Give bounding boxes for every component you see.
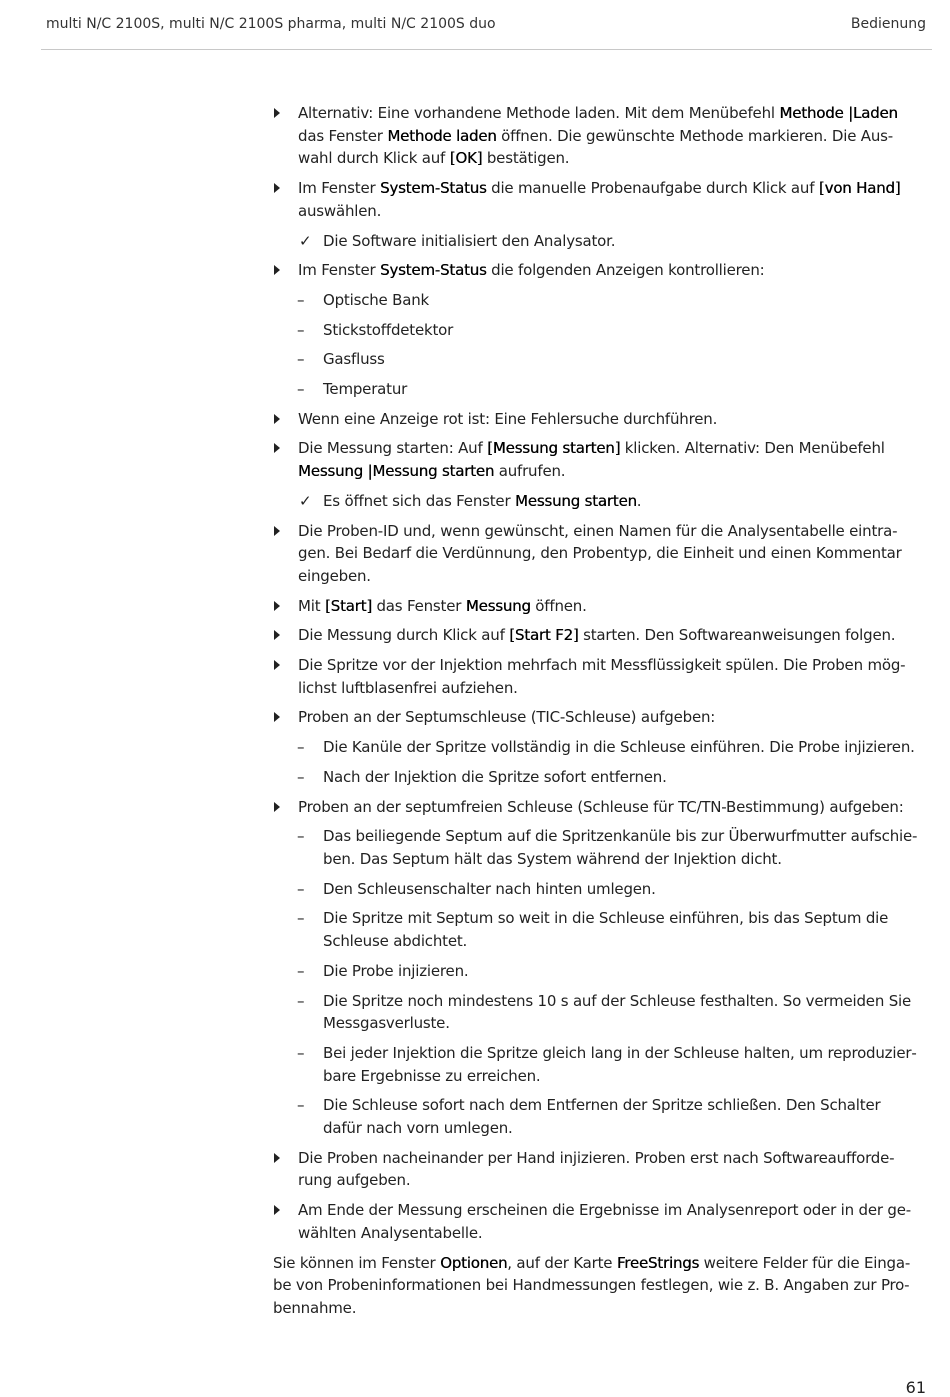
text-run: das Fenster bbox=[298, 126, 388, 145]
text-run: Temperatur bbox=[323, 380, 408, 399]
sub-item bbox=[273, 825, 921, 870]
dash-bullet-icon: – bbox=[297, 991, 305, 1010]
sub-item bbox=[273, 960, 921, 983]
result-item bbox=[273, 490, 921, 513]
dash-bullet-icon: – bbox=[297, 879, 305, 898]
instruction-step bbox=[273, 595, 921, 618]
text-run: starten. Den Softwareanweisungen folgen. bbox=[578, 626, 896, 645]
text-run: bestätigen. bbox=[482, 149, 570, 168]
sub-item bbox=[273, 319, 921, 342]
ui-element-reference: [Start] bbox=[324, 596, 372, 615]
text-run: Es öffnet sich das Fenster bbox=[323, 491, 515, 510]
text-run: Bei jeder Injektion die Spritze gleich lang in der Schleuse halten, um reproduzierbare Ergebnisse zu erreichen. bbox=[323, 1043, 917, 1085]
dash-bullet-icon: – bbox=[297, 350, 305, 369]
page-header bbox=[46, 16, 926, 34]
header-section-title: Bedienung bbox=[850, 16, 926, 32]
sub-item bbox=[273, 378, 921, 401]
text-run: öffnen. bbox=[530, 596, 587, 615]
header-document-title: multi N/C 2100S, multi N/C 2100S pharma, multi N/C 2100S duo bbox=[46, 16, 496, 32]
step-arrow-icon bbox=[274, 183, 280, 193]
ui-element-reference: System-Status bbox=[380, 179, 487, 198]
text-run: klicken. Alternativ: Den Menübefehl bbox=[620, 439, 885, 458]
text-run: Optische Bank bbox=[323, 290, 430, 309]
instruction-step bbox=[273, 177, 921, 222]
text-run: aufrufen. bbox=[494, 462, 566, 481]
ui-element-reference: FreeStrings bbox=[616, 1253, 700, 1272]
text-run: Die Spritze vor der Injektion mehrfach mit Messflüssigkeit spülen. Die Proben möglichst luftblasenfrei aufziehen. bbox=[298, 656, 906, 697]
text-run: Alternativ: Eine vorhandene Methode laden. Mit dem Menübefehl bbox=[298, 104, 780, 122]
instruction-step bbox=[273, 520, 921, 588]
text-run: Gasfluss bbox=[323, 350, 385, 369]
text-run: Die Proben nacheinander per Hand injizieren. Proben erst nach Softwareaufforderung aufgeben. bbox=[298, 1148, 895, 1190]
text-run: . bbox=[636, 491, 642, 510]
ui-element-reference: Messung bbox=[465, 596, 531, 615]
text-run: Die Messung durch Klick auf bbox=[298, 626, 510, 645]
sub-item bbox=[273, 736, 921, 759]
instruction-step bbox=[273, 102, 921, 170]
sub-item bbox=[273, 990, 921, 1035]
ui-element-reference: Methode laden bbox=[387, 126, 497, 145]
text-run: Die Spritze mit Septum so weit in die Schleuse einführen, bis das Septum die Schleuse abdichtet. bbox=[323, 909, 889, 951]
instruction-step bbox=[273, 706, 921, 729]
note-paragraph bbox=[273, 1252, 921, 1320]
text-run: Im Fenster bbox=[298, 261, 381, 280]
text-run: Am Ende der Messung erscheinen die Ergebnisse im Analysenreport oder in der gewählten Analysentabelle. bbox=[298, 1201, 912, 1242]
instruction-step bbox=[273, 437, 921, 482]
text-run: Proben an der Septumschleuse (TIC-Schleuse) aufgeben: bbox=[298, 708, 716, 727]
checkmark-icon: ✓ bbox=[299, 491, 312, 510]
text-run: das Fenster bbox=[371, 596, 466, 615]
text-run: weitere Felder für die Eingabe von Probeninformationen bei Handmessungen festlegen, wie z. B. Angaben zur Probennahme. bbox=[273, 1253, 911, 1317]
page-number: 61 bbox=[905, 1378, 926, 1397]
sub-item bbox=[273, 766, 921, 789]
dash-bullet-icon: – bbox=[297, 909, 305, 928]
sub-item bbox=[273, 289, 921, 312]
text-run: Die Kanüle der Spritze vollständig in die Schleuse einführen. Die Probe injizieren. bbox=[323, 738, 915, 757]
dash-bullet-icon: – bbox=[297, 290, 305, 309]
instruction-step bbox=[273, 654, 921, 699]
text-run: Die Probe injizieren. bbox=[323, 961, 469, 980]
dash-bullet-icon: – bbox=[297, 320, 305, 339]
dash-bullet-icon: – bbox=[297, 961, 305, 980]
step-arrow-icon bbox=[274, 802, 280, 812]
sub-item bbox=[273, 907, 921, 952]
text-run: Wenn eine Anzeige rot ist: Eine Fehlersuche durchführen. bbox=[298, 409, 718, 428]
text-run: Die Software initialisiert den Analysator. bbox=[323, 231, 616, 250]
ui-element-reference: [OK] bbox=[449, 149, 483, 168]
step-arrow-icon bbox=[274, 712, 280, 722]
step-arrow-icon bbox=[274, 414, 280, 424]
dash-bullet-icon: – bbox=[297, 380, 305, 399]
ui-element-reference: Optionen bbox=[440, 1253, 508, 1272]
sub-item bbox=[273, 1042, 921, 1087]
step-arrow-icon bbox=[274, 601, 280, 611]
instruction-step bbox=[273, 259, 921, 282]
instruction-content bbox=[273, 102, 921, 1320]
step-arrow-icon bbox=[274, 630, 280, 640]
step-arrow-icon bbox=[274, 108, 280, 118]
instruction-step bbox=[273, 1199, 921, 1244]
text-run: , auf der Karte bbox=[507, 1253, 617, 1272]
step-arrow-icon bbox=[274, 265, 280, 275]
ui-element-reference: [von Hand] bbox=[818, 179, 901, 198]
checkmark-icon: ✓ bbox=[299, 231, 312, 250]
text-run: Die Spritze noch mindestens 10 s auf der Schleuse festhalten. So vermeiden Sie Messgasverluste. bbox=[323, 991, 912, 1033]
text-run: Sie können im Fenster bbox=[273, 1253, 441, 1272]
step-arrow-icon bbox=[274, 660, 280, 670]
text-run: Im Fenster bbox=[298, 179, 381, 198]
text-run: Die Proben-ID und, wenn gewünscht, einen Namen für die Analysentabelle eintragen. Bei Bedarf die Verdünnung, den Probentyp, die Einheit und einen Kommentar eingeben. bbox=[298, 521, 902, 585]
text-run: Nach der Injektion die Spritze sofort entfernen. bbox=[323, 767, 667, 786]
instruction-step bbox=[273, 1147, 921, 1192]
dash-bullet-icon: – bbox=[297, 767, 305, 786]
ui-element-reference: Methode |Laden bbox=[779, 104, 898, 122]
sub-item bbox=[273, 878, 921, 901]
text-run: Proben an der septumfreien Schleuse (Schleuse für TC/TN-Bestimmung) aufgeben: bbox=[298, 797, 904, 816]
ui-element-reference: [Messung starten] bbox=[487, 439, 621, 458]
dash-bullet-icon: – bbox=[297, 1043, 305, 1062]
ui-element-reference: System-Status bbox=[380, 261, 487, 280]
instruction-step bbox=[273, 408, 921, 431]
result-item bbox=[273, 230, 921, 253]
ui-element-reference: Messung starten bbox=[515, 491, 637, 510]
ui-element-reference: [Start F2] bbox=[509, 626, 579, 645]
text-run: die folgenden Anzeigen kontrollieren: bbox=[486, 261, 765, 280]
text-run: Den Schleusenschalter nach hinten umlegen. bbox=[323, 879, 656, 898]
sub-item bbox=[273, 348, 921, 371]
text-run: öffnen. Die gewünschte Methode markieren. Die Auswahl durch Klick auf bbox=[298, 126, 894, 168]
step-arrow-icon bbox=[274, 1153, 280, 1163]
text-run: auswählen. bbox=[298, 201, 382, 220]
text-run: Das beiliegende Septum auf die Spritzenkanüle bis zur Überwurfmutter aufschieben. Das Septum hält das System während der Injektion dicht. bbox=[323, 827, 918, 868]
text-run: Mit bbox=[298, 596, 325, 615]
step-arrow-icon bbox=[274, 526, 280, 536]
text-run: Stickstoffdetektor bbox=[323, 320, 454, 339]
instruction-step bbox=[273, 796, 921, 819]
header-divider bbox=[41, 49, 932, 50]
dash-bullet-icon: – bbox=[297, 827, 305, 846]
text-run: die manuelle Probenaufgabe durch Klick auf bbox=[486, 179, 819, 198]
text-run: Die Schleuse sofort nach dem Entfernen der Spritze schließen. Den Schalter dafür nach vorn umlegen. bbox=[323, 1096, 881, 1138]
step-arrow-icon bbox=[274, 443, 280, 453]
text-run: Die Messung starten: Auf bbox=[298, 439, 488, 458]
dash-bullet-icon: – bbox=[297, 1096, 305, 1115]
dash-bullet-icon: – bbox=[297, 738, 305, 757]
sub-item bbox=[273, 1094, 921, 1139]
instruction-step bbox=[273, 624, 921, 647]
ui-element-reference: Messung |Messung starten bbox=[298, 462, 495, 481]
step-arrow-icon bbox=[274, 1205, 280, 1215]
